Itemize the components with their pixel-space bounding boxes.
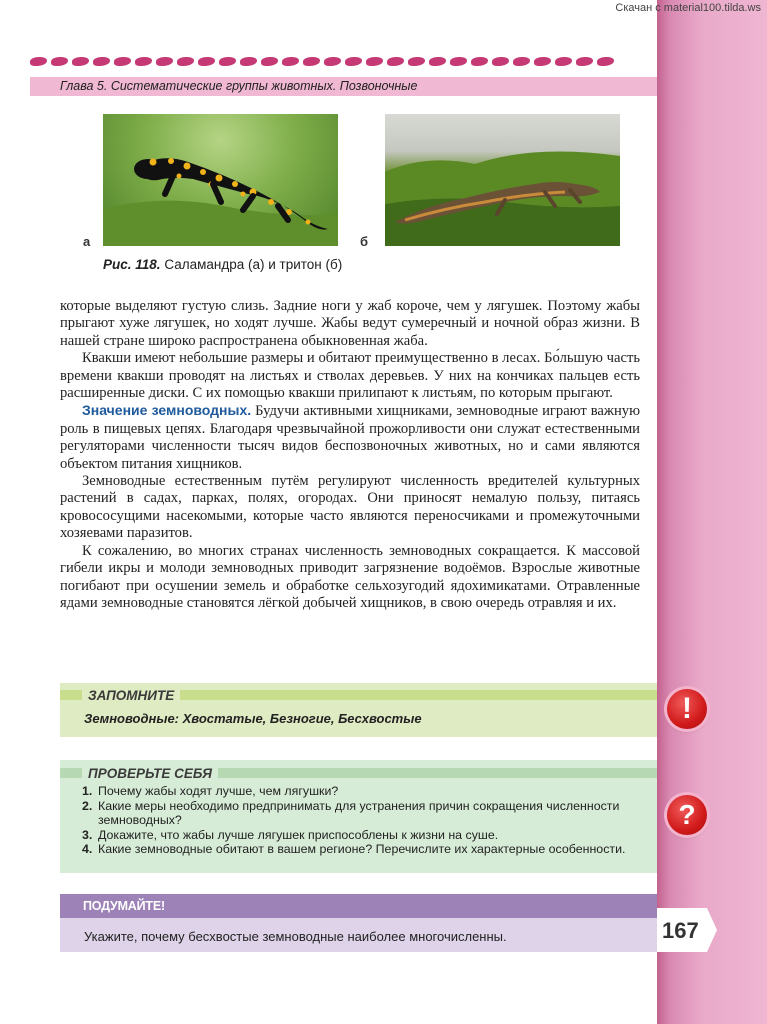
figure-caption-text: Саламандра (а) и тритон (б) bbox=[164, 257, 343, 272]
section-term: Значение земноводных. bbox=[82, 402, 252, 419]
question-item bbox=[82, 784, 647, 799]
animal-silhouette-icon bbox=[324, 57, 341, 66]
figure-caption-number: Рис. 118. bbox=[103, 257, 161, 272]
animal-silhouette-icon bbox=[576, 57, 593, 66]
remember-box bbox=[60, 683, 657, 737]
animal-silhouette-icon bbox=[534, 57, 551, 66]
animal-silhouette-icon bbox=[30, 57, 47, 66]
check-yourself-box bbox=[60, 760, 657, 873]
paragraph: К сожалению, во многих странах численность земноводных сокращается. К массовой гибели икры и молоди земноводных приводит загрязнение водоёмов. Взрослые животные погибают при осушении земель и обработке сельхозугодий ядохимикатами. Отравленные ядами земноводные становятся лёгкой добычей хищников, в свою очередь отравляя и их. bbox=[60, 542, 640, 611]
animal-silhouette-icon bbox=[177, 57, 194, 66]
figure-label-a: а bbox=[83, 234, 91, 249]
paragraph: которые выделяют густую слизь. Задние ноги у жаб короче, чем у лягушек. Поэтому жабы прыгают хуже лягушек, но ходят лучше. Жабы ведут сумеречный и ночной образ жизни. В нашей стране широко распространена обыкновенная жаба. bbox=[60, 298, 640, 349]
animal-silhouette-icon bbox=[261, 57, 278, 66]
animal-silhouette-icon bbox=[114, 57, 131, 66]
think-header bbox=[60, 894, 657, 918]
animal-silhouette-icon bbox=[366, 57, 383, 66]
figure-label-b: б bbox=[360, 234, 369, 249]
question-icon: ? bbox=[667, 795, 707, 835]
animal-silhouette-icon bbox=[303, 57, 320, 66]
remember-title: ЗАПОМНИТЕ bbox=[82, 688, 180, 703]
page-number: 167 bbox=[662, 918, 699, 943]
question-number: 1. bbox=[82, 784, 93, 798]
check-title: ПРОВЕРЬТЕ СЕБЯ bbox=[82, 766, 218, 781]
salamander-illustration bbox=[103, 114, 338, 246]
animal-silhouette-icon bbox=[408, 57, 425, 66]
chapter-header-bar bbox=[30, 77, 657, 96]
animal-silhouette-icon bbox=[72, 57, 89, 66]
question-list bbox=[82, 784, 647, 857]
animal-silhouette-icon bbox=[51, 57, 68, 66]
paragraph bbox=[60, 402, 640, 473]
question-item bbox=[82, 828, 647, 843]
animal-silhouette-icon bbox=[387, 57, 404, 66]
animal-silhouette-icon bbox=[555, 57, 572, 66]
animal-silhouette-icon bbox=[450, 57, 467, 66]
question-item bbox=[82, 799, 647, 828]
animal-silhouette-icon bbox=[492, 57, 509, 66]
animal-silhouette-icon bbox=[240, 57, 257, 66]
question-number: 4. bbox=[82, 842, 93, 857]
question-text: Докажите, что жабы лучше лягушек приспособлены к жизни на суше. bbox=[98, 827, 499, 842]
animal-silhouette-icon bbox=[156, 57, 173, 66]
question-text: Какие меры необходимо предпринимать для устранения причин сокращения численности земноводных? bbox=[98, 798, 620, 828]
animal-silhouette-icon bbox=[429, 57, 446, 66]
chapter-title: Глава 5. Систематические группы животных. Позвоночные bbox=[60, 79, 418, 93]
paragraph: Квакши имеют небольшие размеры и обитают преимущественно в лесах. Бо́льшую часть времени квакши проводят на листьях и стволах деревьев. У них на кончиках пальцев есть расширенные диски. С их помощью квакши прилипают к листьям, по которым прыгают. bbox=[60, 350, 640, 402]
think-text: Укажите, почему бесхвостые земноводные наиболее многочисленны. bbox=[84, 929, 507, 944]
page-edge-strip bbox=[657, 0, 767, 1024]
animal-silhouette-icon bbox=[345, 57, 362, 66]
paragraph-text: Будучи активными хищниками, земноводные играют важную роль в пищевых цепях. Благодаря чрезвычайной прожорливости они служат естественными регуляторами численности тысяч видов беспозвоночных животных, но и сами являются объектом питания хищников. bbox=[60, 403, 640, 472]
figure-caption bbox=[103, 257, 342, 272]
animal-silhouette-icon bbox=[135, 57, 152, 66]
paragraph: Земноводные естественным путём регулируют численность вредителей культурных растений в садах, парках, полях, огородах. Они приносят немалую пользу, питаясь кровососущими насекомыми, которые часто являются переносчиками и промежуточными хозяевами паразитов. bbox=[60, 473, 640, 542]
animal-silhouette-icon bbox=[198, 57, 215, 66]
remember-text: Земноводные: Хвостатые, Безногие, Бесхвостые bbox=[84, 711, 422, 726]
newt-illustration bbox=[385, 114, 620, 246]
animal-silhouette-icon bbox=[471, 57, 488, 66]
exclamation-icon: ! bbox=[667, 689, 707, 729]
question-item bbox=[82, 842, 647, 857]
remember-header bbox=[60, 688, 657, 702]
question-text: Какие земноводные обитают в вашем регионе? Перечислите их характерные особенности. bbox=[98, 842, 626, 857]
animal-silhouette-icon bbox=[93, 57, 110, 66]
animal-silhouette-icon bbox=[219, 57, 236, 66]
newt-photo bbox=[385, 114, 620, 246]
think-title: ПОДУМАЙТЕ! bbox=[83, 899, 165, 913]
body-text bbox=[60, 298, 640, 612]
animal-silhouette-icon bbox=[513, 57, 530, 66]
salamander-photo bbox=[103, 114, 338, 246]
watermark: Скачан с material100.tilda.ws bbox=[615, 2, 761, 14]
think-box bbox=[60, 894, 657, 952]
question-number: 2. bbox=[82, 798, 93, 813]
animal-silhouette-icon bbox=[597, 57, 614, 66]
animal-silhouette-icon bbox=[282, 57, 299, 66]
question-text: Почему жабы ходят лучше, чем лягушки? bbox=[98, 784, 339, 798]
check-header bbox=[60, 766, 657, 780]
question-number: 3. bbox=[82, 827, 93, 842]
animal-silhouettes-decoration bbox=[30, 52, 630, 70]
